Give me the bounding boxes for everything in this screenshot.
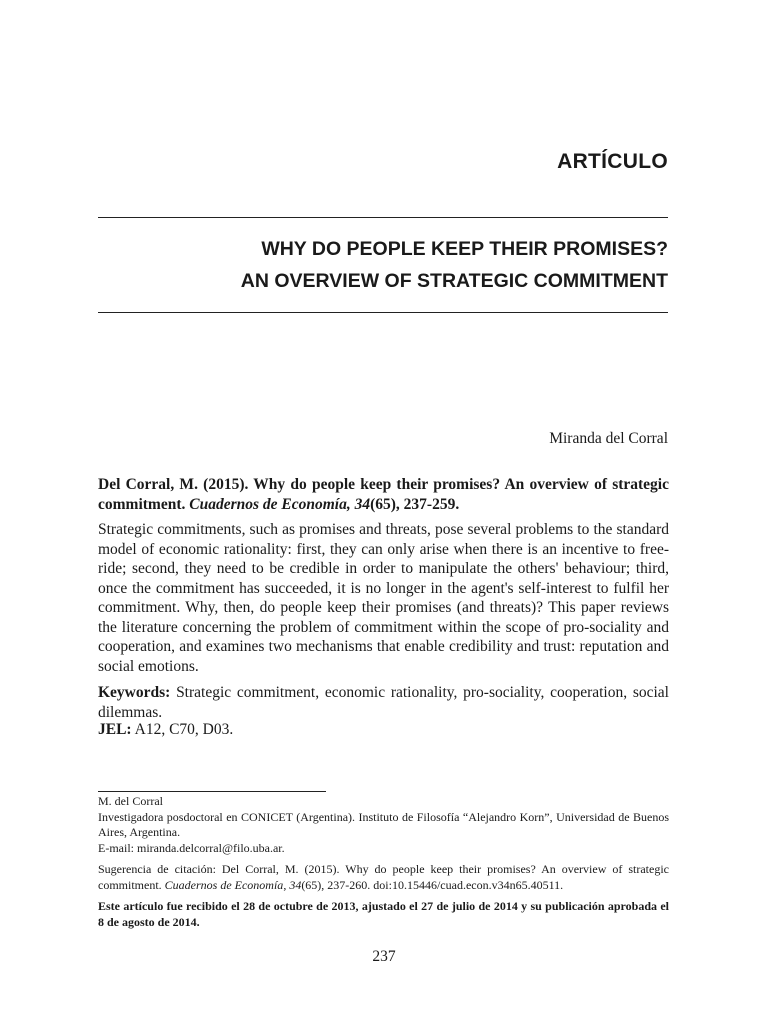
title-bottom-rule [98, 312, 668, 313]
citation [98, 475, 669, 514]
citation-journal: Cuadernos de Economía, 34 [189, 495, 371, 513]
jel-text: A12, C70, D03. [134, 721, 234, 738]
footnote-citation-suggestion [98, 862, 669, 893]
footnote-author: M. del Corral [98, 794, 163, 808]
footnote-email: E-mail: miranda.delcorral@filo.uba.ar. [98, 840, 285, 855]
citation-rest: (65), 237-259. [370, 495, 460, 513]
suggestion-rest: (65), 237-260. doi:10.15446/cuad.econ.v34n65.40511. [301, 877, 564, 892]
keywords-text: Strategic commitment, economic rationality, pro-sociality, cooperation, social dilemmas. [98, 684, 669, 721]
keywords-label: Keywords: [98, 684, 171, 701]
footnote-affiliation: Investigadora posdoctoral en CONICET (Argentina). Instituto de Filosofía “Alejandro Korn”, Universidad de Buenos Aires, Argentina. [98, 809, 669, 839]
article-title [98, 233, 668, 297]
section-label: ARTÍCULO [557, 150, 668, 173]
citation-main: Del Corral, M. (2015). Why do people keep their promises? An overview of strategic commitment. [98, 476, 669, 513]
footnotes [98, 794, 669, 930]
keywords [98, 683, 669, 722]
suggestion-sep: , [283, 877, 287, 892]
suggestion-volume: 34 [289, 877, 302, 892]
page-number: 237 [372, 948, 396, 965]
author-name: Miranda del Corral [549, 430, 668, 447]
title-line-1: WHY DO PEOPLE KEEP THEIR PROMISES? [261, 238, 668, 260]
footnote-rule [98, 791, 326, 792]
abstract: Strategic commitments, such as promises and threats, pose several problems to the standard model of economic rationality: first, they can only arise when there is an incentive to free-ride; second, they need to be credible in order to manipulate the others' behaviour; third, once the commitment has succeeded, it is no longer in the agent's self-interest to fulfil her commitment. Why, then, do people keep their promises (and threats)? This paper reviews the literature concerning the problem of commitment within the scope of pro-sociality and cooperation, and examines two mechanisms that enable credibility and trust: reputation and social emotions. [98, 521, 669, 675]
title-top-rule [98, 217, 668, 218]
title-line-2: AN OVERVIEW OF STRATEGIC COMMITMENT [240, 270, 668, 292]
suggestion-prefix: Sugerencia de citación: Del Corral, M. (2015). Why do people keep their promises? An overview of strategic commitment. [98, 862, 669, 892]
jel-label: JEL: [98, 721, 132, 738]
jel-codes [98, 720, 669, 740]
suggestion-journal: Cuadernos de Economía [164, 877, 284, 892]
footnote-received: Este artículo fue recibido el 28 de octubre de 2013, ajustado el 27 de julio de 2014 y su publicación aprobada el 8 de agosto de 2014. [98, 899, 669, 929]
